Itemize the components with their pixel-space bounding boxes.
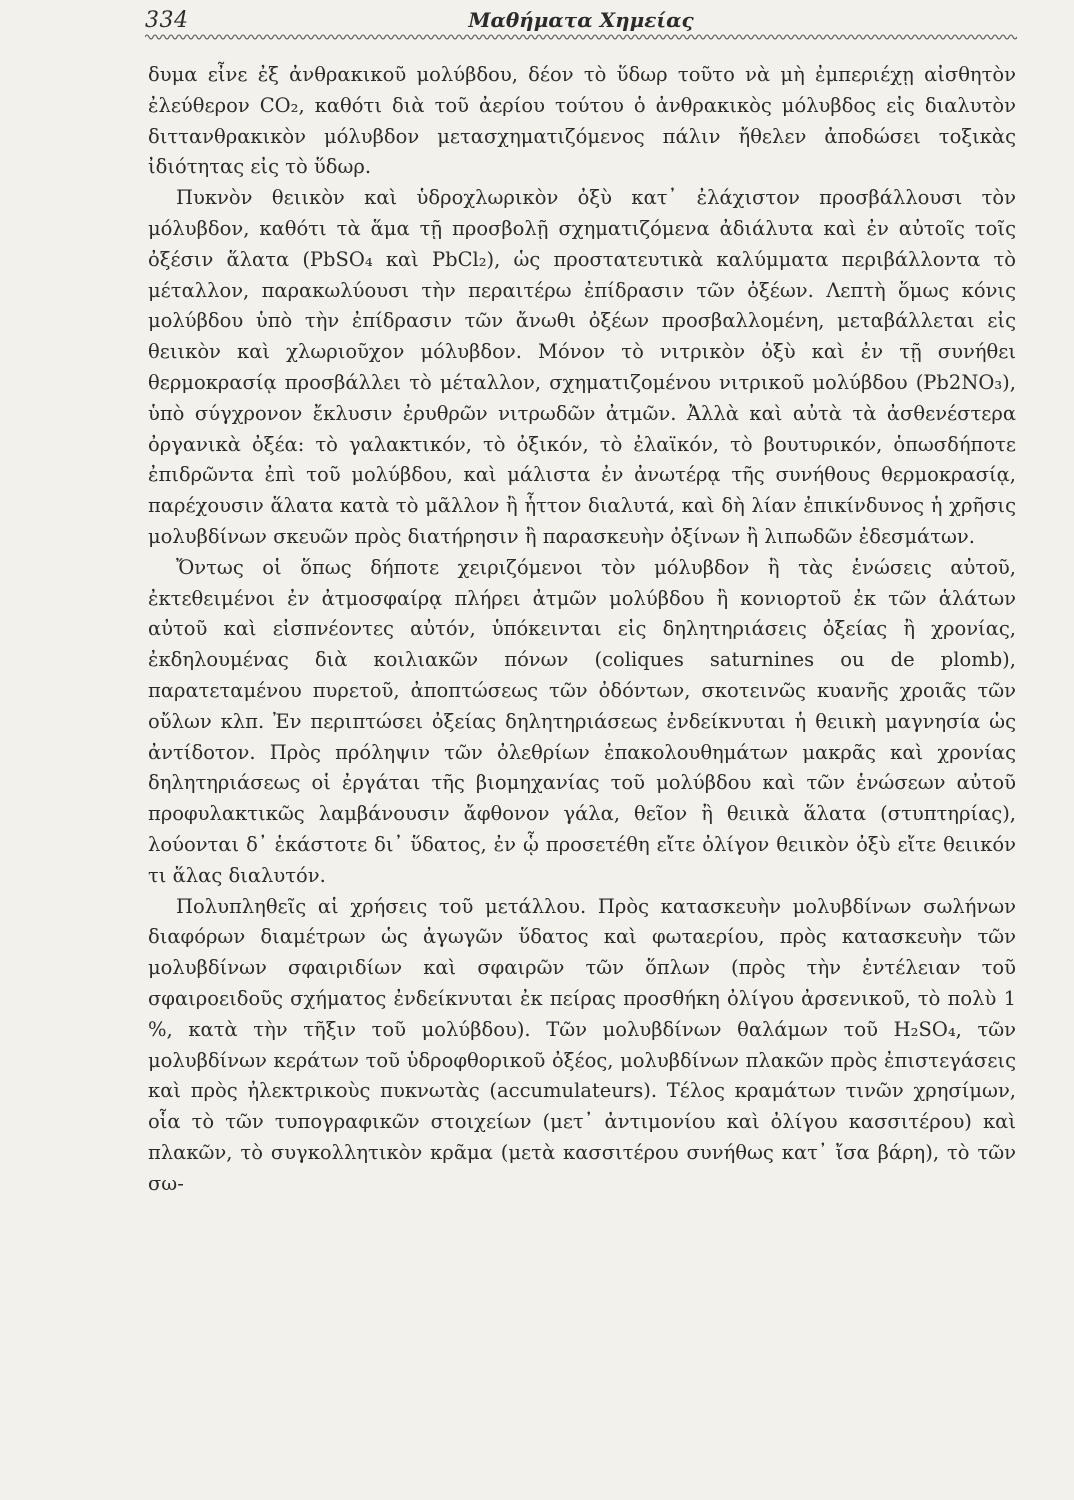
wavy-rule-ornament [145,32,1017,42]
paragraph: Πολυπληθεῖς αἱ χρήσεις τοῦ μετάλλου. Πρὸς κατασκευὴν μολυβδίνων σωλήνων διαφόρων διαμέτρων ὡς ἀγωγῶν ὕδατος καὶ φωταερίου, πρὸς κατασκευὴν τῶν μολυβδίνων σφαιριδίων καὶ σφαιρῶν τῶν ὅπλων (πρὸς τὴν ἐντέλειαν τοῦ σφαιροειδοῦς σχήματος ἐνδείκνυται ἐκ πείρας προσθήκη ὀλίγου ἀρσενικοῦ, τὸ πολὺ 1 %, κατὰ τὴν τῆξιν τοῦ μολύβδου). Τῶν μολυβδίνων θαλάμων τοῦ H₂SO₄, τῶν μολυβδίνων κεράτων τοῦ ὑδροφθορικοῦ ὀξέος, μολυβδίνων πλακῶν πρὸς ἐπιστεγάσεις καὶ πρὸς ἠλεκτρικοὺς πυκνωτὰς (accumulateurs). Τέλος κραμάτων τινῶν χρησίμων, οἷα τὸ τῶν τυπογραφικῶν στοιχείων (μετ᾽ ἀντιμονίου καὶ ὀλίγου κασσιτέρου) καὶ πλακῶν, τὸ συγκολλητικὸν κρᾶμα (μετὰ κασσιτέρου συνήθως κατ᾽ ἴσα βάρη), τὸ τῶν σω- [148,894,1016,1195]
paragraph: δυμα εἶνε ἐξ ἀνθρακικοῦ μολύβδου, δέον τὸ ὕδωρ τοῦτο νὰ μὴ ἐμπεριέχῃ αἰσθητὸν ἐλεύθερον CO₂, καθότι διὰ τοῦ ἀερίου τούτου ὁ ἀνθρακικὸς μόλυβδος εἰς διαλυτὸν διττανθρακικὸν μόλυβδον μετασχηματιζόμενος πάλιν ἤθελεν ἀποδώσει τοξικὰς ἰδιότητας εἰς τὸ ὕδωρ. [148,63,1016,179]
page-number: 334 [145,8,189,33]
paragraph: Ὄντως οἱ ὅπως δήποτε χειριζόμενοι τὸν μόλυβδον ἢ τὰς ἑνώσεις αὐτοῦ, ἐκτεθειμένοι ἐν ἀτμοσφαίρᾳ πλήρει ἀτμῶν μολύβδου ἢ κονιορτοῦ ἐκ τῶν ἁλάτων αὐτοῦ καὶ εἰσπνέοντες αὐτόν, ὑπόκεινται εἰς δηλητηριάσεις ὀξείας ἢ χρονίας, ἐκδηλουμένας διὰ κοιλιακῶν πόνων (coliques saturnines ou de plomb), παρατεταμένου πυρετοῦ, ἀποπτώσεως τῶν ὀδόντων, σκοτεινῶς κυανῆς χροιᾶς τῶν οὔλων κλπ. Ἐν περιπτώσει ὀξείας δηλητηριάσεως ἐνδείκνυται ἡ θειικὴ μαγνησία ὡς ἀντίδοτον. Πρὸς πρόληψιν τῶν ὀλεθρίων ἐπακολουθημάτων μακρᾶς καὶ χρονίας δηλητηριάσεως οἱ ἐργάται τῆς βιομηχανίας τοῦ μολύβδου καὶ τῶν ἑνώσεων αὐτοῦ προφυλακτικῶς λαμβάνουσιν ἄφθονον γάλα, θεῖον ἢ θειικὰ ἅλατα (στυπτηρίας), λούονται δ᾽ ἑκάστοτε δι᾽ ὕδατος, ἐν ᾧ προσετέθη εἴτε ὀλίγον θειικὸν ὀξὺ εἴτε θειικόν τι ἅλας διαλυτόν. [148,555,1016,887]
running-title: Μαθήματα Χημείας [468,8,694,32]
paragraph: Πυκνὸν θειικὸν καὶ ὑδροχλωρικὸν ὀξὺ κατ᾽ ἐλάχιστον προσβάλλουσι τὸν μόλυβδον, καθότι τὰ ἅμα τῇ προσβολῇ σχηματιζόμενα ἀδιάλυτα καὶ ἐν αὐτοῖς τοῖς ὀξέσιν ἅλατα (PbSO₄ καὶ PbCl₂), ὡς προστατευτικὰ καλύμματα περιβάλλοντα τὸ μέταλλον, παρακωλύουσι τὴν περαιτέρω ἐπίδρασιν τῶν ὀξέων. Λεπτὴ ὅμως κόνις μολύβδου ὑπὸ τὴν ἐπίδρασιν τῶν ἄνωθι ὀξέων προσβαλλομένη, μεταβάλλεται εἰς θειικὸν καὶ χλωριοῦχον μόλυβδον. Μόνον τὸ νιτρικὸν ὀξὺ καὶ ἐν τῇ συνήθει θερμοκρασίᾳ προσβάλλει τὸ μέταλλον, σχηματιζομένου νιτρικοῦ μολύβδου (Pb2NO₃), ὑπὸ σύγχρονον ἔκλυσιν ἐρυθρῶν νιτρωδῶν ἀτμῶν. Ἀλλὰ καὶ αὐτὰ τὰ ἀσθενέστερα ὀργανικὰ ὀξέα: τὸ γαλακτικόν, τὸ ὀξικόν, τὸ ἐλαϊκόν, τὸ βουτυρικόν, ὁπωσδήποτε ἐπιδρῶντα ἐπὶ τοῦ μολύβδου, καὶ μάλιστα ἐν ἀνωτέρᾳ τῆς συνήθους θερμοκρασίᾳ, παρέχουσιν ἅλατα κατὰ τὸ μᾶλλον ἢ ἧττον διαλυτά, καὶ δὴ λίαν ἐπικίνδυνος ἡ χρῆσις μολυβδίνων σκευῶν πρὸς διατήρησιν ἢ παρασκευὴν ὀξίνων ἢ λιπωδῶν ἐδεσμάτων. [148,186,1016,548]
body-text [148,60,1016,1199]
